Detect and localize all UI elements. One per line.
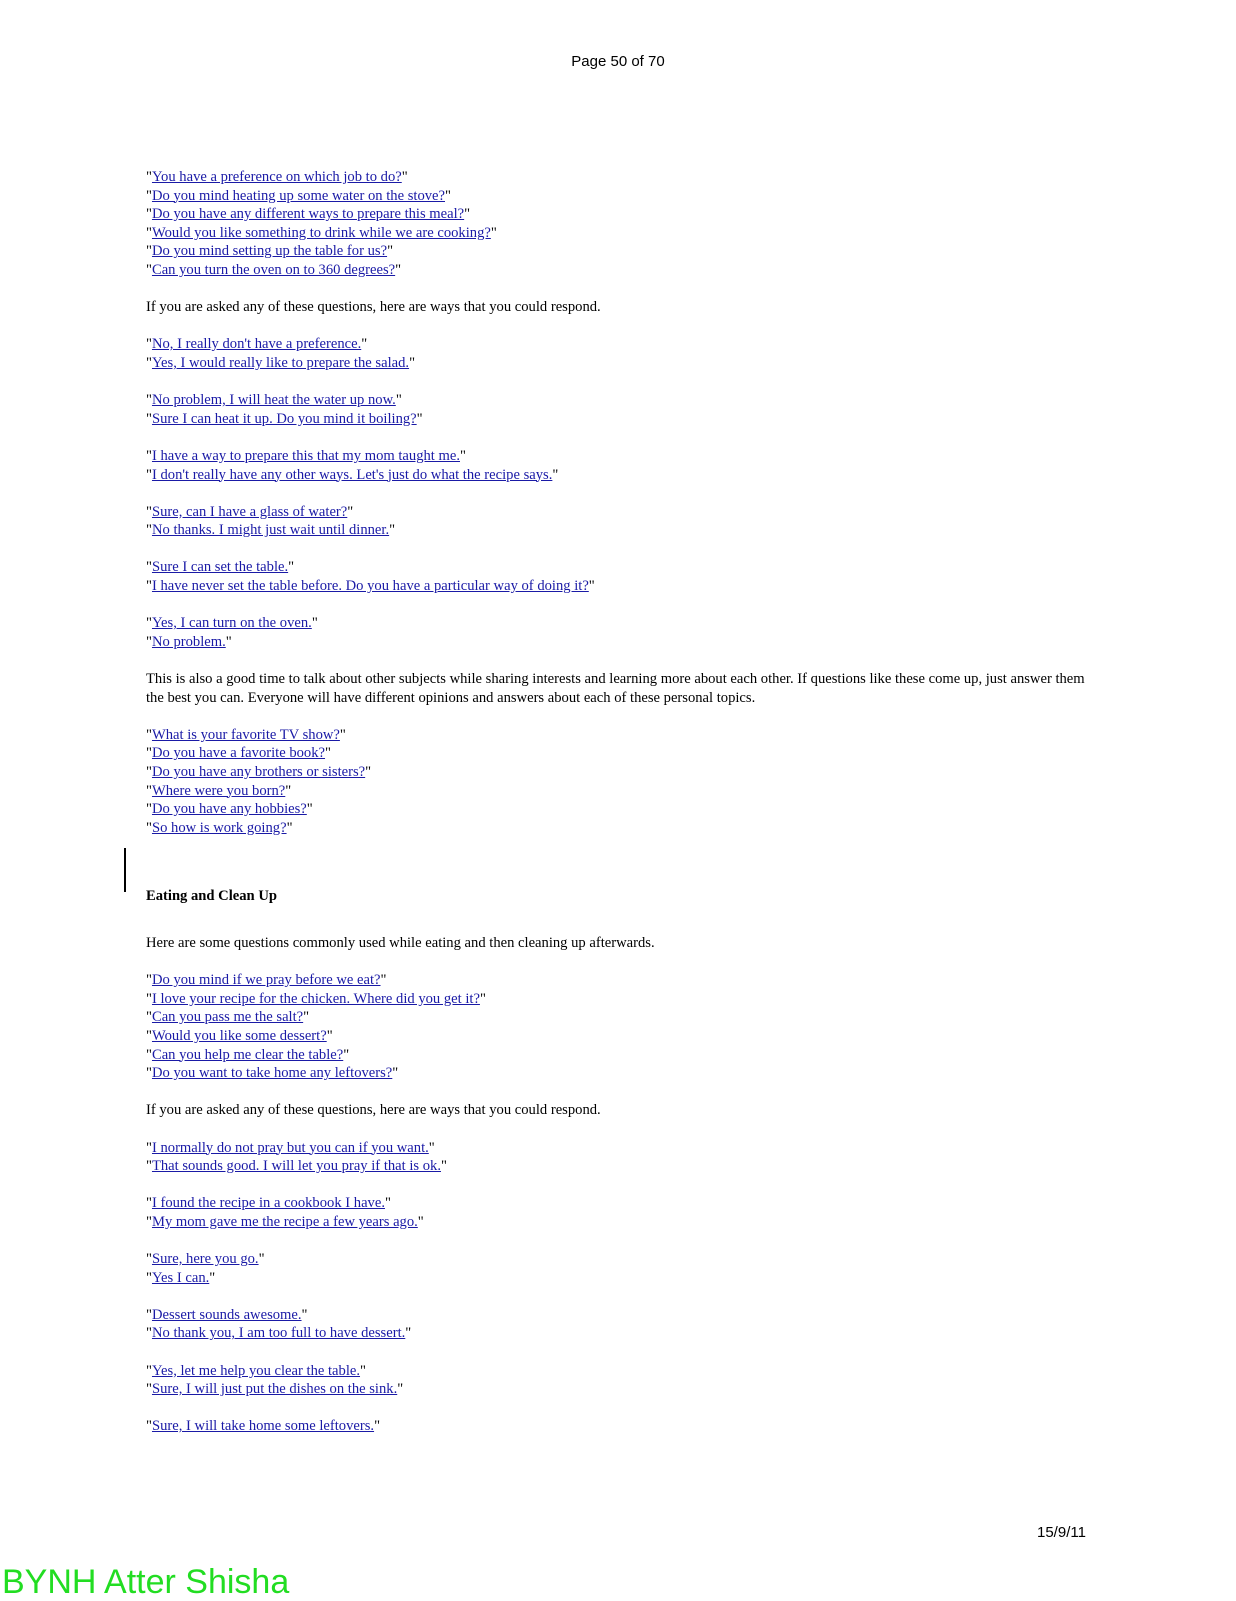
quote-link[interactable]: No, I really don't have a preference. bbox=[151, 336, 362, 353]
quote-link[interactable]: Can you help me clear the table? bbox=[151, 1046, 344, 1063]
eating-questions-list bbox=[146, 971, 1096, 1083]
quote-link[interactable]: Yes I can. bbox=[151, 1269, 210, 1286]
quote-line: "Can you turn the oven on to 360 degrees?" bbox=[146, 261, 402, 278]
response-pair bbox=[146, 335, 1096, 372]
quote-line: "I found the recipe in a cookbook I have." bbox=[146, 1195, 391, 1212]
quote-line: "Do you have a favorite book?" bbox=[146, 745, 331, 762]
quote-link[interactable]: What is your favorite TV show? bbox=[151, 726, 340, 743]
quote-line: "Yes, I would really like to prepare the salad." bbox=[146, 354, 416, 371]
quote-line: "Do you have any brothers or sisters?" bbox=[146, 764, 372, 780]
quote-link[interactable]: Do you want to take home any leftovers? bbox=[151, 1065, 393, 1082]
quote-link[interactable]: Do you mind if we pray before we eat? bbox=[151, 972, 381, 989]
response-pair bbox=[146, 1194, 1096, 1231]
quote-line: "No thank you, I am too full to have dessert." bbox=[146, 1325, 412, 1342]
section-heading: Eating and Clean Up bbox=[146, 888, 277, 905]
quote-line: "No thanks. I might just wait until dinner." bbox=[146, 522, 396, 539]
quote-line: "Yes, let me help you clear the table." bbox=[146, 1362, 366, 1379]
quote-line: "Do you mind setting up the table for us?" bbox=[146, 243, 394, 260]
quote-link[interactable]: Would you like some dessert? bbox=[151, 1027, 327, 1044]
page-number-header: Page 50 of 70 bbox=[571, 53, 665, 70]
quote-link[interactable]: I normally do not pray but you can if you want. bbox=[151, 1139, 429, 1156]
quote-line: "Would you like something to drink while we are cooking?" bbox=[146, 224, 497, 241]
respond-intro-text: If you are asked any of these questions, here are ways that you could respond. bbox=[146, 1102, 601, 1119]
quote-link[interactable]: Do you have any brothers or sisters? bbox=[151, 764, 366, 780]
quote-link[interactable]: Sure I can set the table. bbox=[151, 559, 289, 576]
response-pair bbox=[146, 447, 1096, 484]
quote-line: "Can you help me clear the table?" bbox=[146, 1046, 350, 1063]
response-pair bbox=[146, 391, 1096, 428]
response-pair bbox=[146, 614, 1096, 651]
document-body bbox=[146, 168, 1096, 1436]
eating-intro-text: Here are some questions commonly used while eating and then cleaning up afterwards. bbox=[146, 934, 655, 951]
quote-line: "So how is work going?" bbox=[146, 819, 293, 836]
watermark-text: BYNH Atter Shisha bbox=[2, 1563, 290, 1601]
response-pair bbox=[146, 1306, 1096, 1343]
quote-line: "I love your recipe for the chicken. Where did you get it?" bbox=[146, 990, 486, 1007]
response-pair bbox=[146, 1417, 1096, 1436]
quote-link[interactable]: I love your recipe for the chicken. Where did you get it? bbox=[151, 990, 480, 1007]
quote-link[interactable]: Sure, can I have a glass of water? bbox=[151, 503, 348, 520]
quote-link[interactable]: Sure, I will take home some leftovers. bbox=[151, 1418, 375, 1435]
quote-link[interactable]: That sounds good. I will let you pray if that is ok. bbox=[151, 1158, 441, 1175]
quote-link[interactable]: Do you have a favorite book? bbox=[151, 745, 326, 762]
quote-line: "Sure I can set the table." bbox=[146, 559, 295, 576]
quote-line: "Sure, I will take home some leftovers." bbox=[146, 1418, 381, 1435]
quote-link[interactable]: No problem, I will heat the water up now. bbox=[151, 392, 396, 409]
quote-link[interactable]: Do you mind heating up some water on the stove? bbox=[151, 187, 445, 204]
quote-line: "Do you want to take home any leftovers?" bbox=[146, 1065, 399, 1082]
response-pair bbox=[146, 503, 1096, 540]
quote-link[interactable]: Yes, I would really like to prepare the salad. bbox=[151, 354, 410, 371]
quote-line: "Sure I can heat it up. Do you mind it boiling?" bbox=[146, 410, 423, 427]
quote-line: "Do you mind if we pray before we eat?" bbox=[146, 972, 387, 989]
quote-line: "What is your favorite TV show?" bbox=[146, 726, 346, 743]
quote-line: "You have a preference on which job to do?" bbox=[146, 169, 408, 185]
response-pair bbox=[146, 1139, 1096, 1176]
response-pair bbox=[146, 558, 1096, 595]
respond-intro-text: If you are asked any of these questions, here are ways that you could respond. bbox=[146, 299, 601, 316]
quote-line: "Sure, can I have a glass of water?" bbox=[146, 503, 354, 520]
cooking-questions-list bbox=[146, 168, 1096, 280]
quote-line: "I don't really have any other ways. Let's just do what the recipe says." bbox=[146, 466, 559, 483]
quote-link[interactable]: Do you have any hobbies? bbox=[151, 801, 307, 818]
quote-link[interactable]: Can you turn the oven on to 360 degrees? bbox=[151, 261, 396, 278]
quote-link[interactable]: Would you like something to drink while we are cooking? bbox=[151, 224, 491, 241]
quote-link[interactable]: Sure I can heat it up. Do you mind it boiling? bbox=[151, 410, 417, 427]
quote-link[interactable]: Can you pass me the salt? bbox=[151, 1009, 304, 1026]
quote-link[interactable]: Yes, I can turn on the oven. bbox=[151, 615, 312, 632]
quote-line: "No, I really don't have a preference." bbox=[146, 336, 368, 353]
quote-link[interactable]: So how is work going? bbox=[151, 819, 287, 836]
quote-link[interactable]: Yes, let me help you clear the table. bbox=[151, 1362, 361, 1379]
quote-line: "Dessert sounds awesome." bbox=[146, 1306, 308, 1323]
response-pair bbox=[146, 1250, 1096, 1287]
quote-link[interactable]: I have never set the table before. Do you have a particular way of doing it? bbox=[151, 578, 589, 595]
quote-link[interactable]: Do you mind setting up the table for us? bbox=[151, 243, 388, 260]
quote-line: "Sure, here you go." bbox=[146, 1251, 265, 1268]
quote-line: "Yes, I can turn on the oven." bbox=[146, 615, 318, 632]
personal-questions-list bbox=[146, 726, 1096, 838]
quote-line: "Do you mind heating up some water on the stove?" bbox=[146, 187, 451, 204]
response-pair bbox=[146, 1362, 1096, 1399]
quote-line: "Where were you born?" bbox=[146, 782, 292, 799]
quote-link[interactable]: Sure, here you go. bbox=[151, 1251, 259, 1268]
quote-link[interactable]: Do you have any different ways to prepare this meal? bbox=[151, 206, 465, 223]
text-cursor bbox=[124, 848, 126, 892]
quote-link[interactable]: You have a preference on which job to do? bbox=[151, 169, 402, 185]
quote-link[interactable]: My mom gave me the recipe a few years ago. bbox=[151, 1213, 418, 1230]
quote-link[interactable]: I found the recipe in a cookbook I have. bbox=[151, 1195, 385, 1212]
quote-link[interactable]: No thanks. I might just wait until dinner. bbox=[151, 522, 390, 539]
quote-line: "My mom gave me the recipe a few years ago." bbox=[146, 1213, 424, 1230]
quote-link[interactable]: Sure, I will just put the dishes on the sink. bbox=[151, 1381, 398, 1398]
personal-topics-paragraph: This is also a good time to talk about other subjects while sharing interests and learning more about each other. If questions like these come up, just answer them the best you can. Everyone will have different opinions and answers about each of these personal topics. bbox=[146, 671, 1085, 706]
quote-link[interactable]: I don't really have any other ways. Let's just do what the recipe says. bbox=[151, 466, 553, 483]
quote-link[interactable]: No thank you, I am too full to have dessert. bbox=[151, 1325, 406, 1342]
quote-line: "I have a way to prepare this that my mom taught me." bbox=[146, 447, 466, 464]
quote-line: "Would you like some dessert?" bbox=[146, 1027, 333, 1044]
quote-line: "No problem." bbox=[146, 633, 232, 650]
quote-line: "I normally do not pray but you can if you want." bbox=[146, 1139, 435, 1156]
quote-line: "Yes I can." bbox=[146, 1269, 216, 1286]
quote-line: "Do you have any different ways to prepare this meal?" bbox=[146, 206, 471, 223]
quote-line: "No problem, I will heat the water up now." bbox=[146, 392, 402, 409]
quote-link[interactable]: No problem. bbox=[151, 633, 226, 650]
quote-line: "Can you pass me the salt?" bbox=[146, 1009, 310, 1026]
quote-link[interactable]: I have a way to prepare this that my mom taught me. bbox=[151, 447, 460, 464]
quote-line: "Sure, I will just put the dishes on the sink." bbox=[146, 1381, 404, 1398]
quote-line: "I have never set the table before. Do you have a particular way of doing it?" bbox=[146, 578, 595, 595]
quote-link[interactable]: Dessert sounds awesome. bbox=[151, 1306, 302, 1323]
quote-line: "That sounds good. I will let you pray if that is ok." bbox=[146, 1158, 447, 1175]
footer-date: 15/9/11 bbox=[1037, 1524, 1086, 1541]
quote-line: "Do you have any hobbies?" bbox=[146, 801, 313, 818]
quote-link[interactable]: Where were you born? bbox=[151, 782, 286, 799]
